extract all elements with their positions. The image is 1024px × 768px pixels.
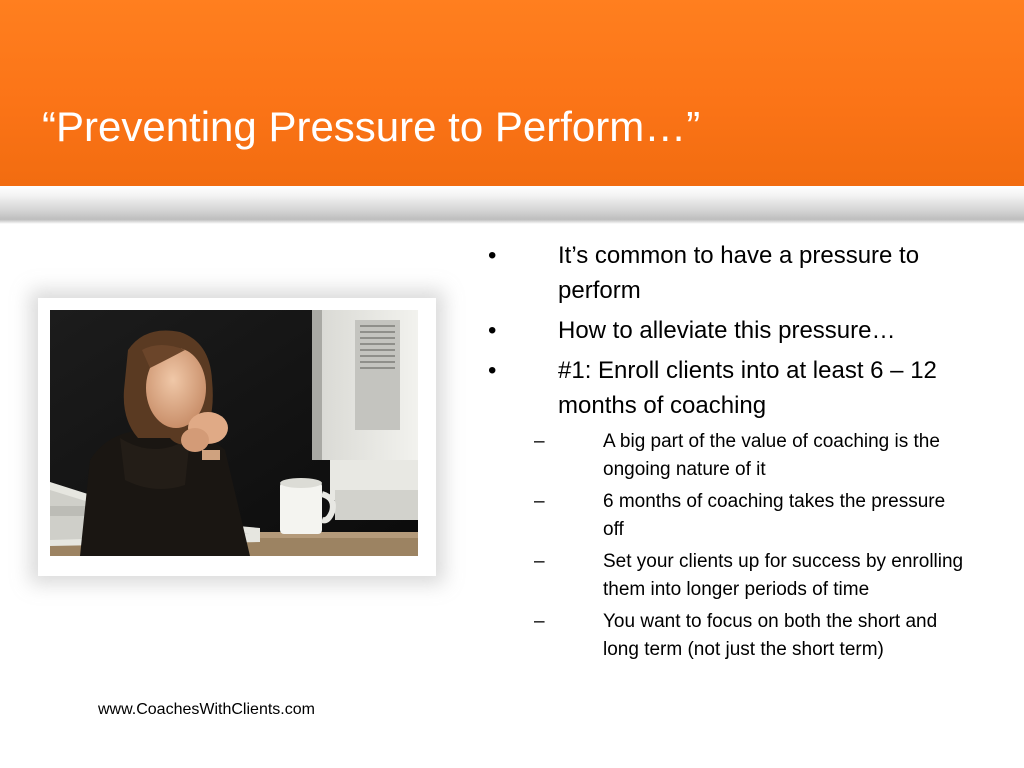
sub-bullet-item	[534, 488, 968, 544]
bullet-marker: •	[488, 317, 497, 344]
bullet-text: It’s common to have a pressure to perform	[558, 242, 920, 304]
bullet-marker: •	[488, 242, 497, 269]
sub-bullet-item	[534, 428, 968, 484]
bullet-item	[488, 313, 978, 348]
bullet-item	[488, 353, 978, 423]
bullet-item	[488, 238, 978, 308]
gray-divider-band	[0, 186, 1024, 224]
sub-bullet-text: A big part of the value of coaching is the ongoing nature of it	[603, 431, 940, 480]
title-bar	[0, 0, 1024, 186]
sub-bullet-item	[534, 608, 968, 664]
sub-bullet-text: Set your clients up for success by enrolling them into longer periods of time	[603, 551, 964, 600]
sub-bullet-marker: –	[534, 491, 545, 512]
sub-bullet-text: You want to focus on both the short and long term (not just the short term)	[603, 611, 938, 660]
sub-bullet-item	[534, 548, 968, 604]
sub-bullet-marker: –	[534, 551, 545, 572]
sub-bullet-marker: –	[534, 611, 545, 632]
footer-website-url[interactable]: www.CoachesWithClients.com	[98, 701, 315, 718]
bullet-text: How to alleviate this pressure…	[558, 317, 896, 344]
bullet-marker: •	[488, 357, 497, 384]
woman-at-computer-photo	[50, 310, 418, 556]
bullet-text: #1: Enroll clients into at least 6 – 12 months of coaching	[558, 357, 937, 419]
sub-bullet-text: 6 months of coaching takes the pressure off	[603, 491, 946, 540]
sub-bullet-marker: –	[534, 431, 545, 452]
bullet-list	[488, 238, 978, 668]
slide-title: “Preventing Pressure to Perform…”	[42, 103, 701, 150]
